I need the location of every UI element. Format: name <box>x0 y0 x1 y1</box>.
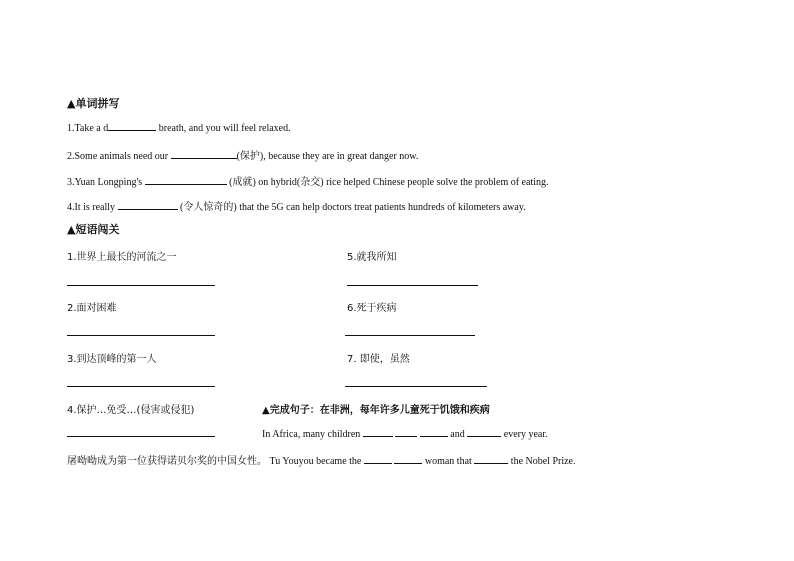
phrase-6-answer-line[interactable] <box>345 335 475 336</box>
phrases-section-header: ▲短语闯关 <box>67 223 120 236</box>
q2-text-b: (保护), because they are in great danger now. <box>236 151 419 162</box>
sentence-and: and <box>447 429 468 440</box>
sentence-text-a: In Africa, many children <box>262 429 363 440</box>
q2-blank[interactable] <box>171 149 237 159</box>
phrase-2-answer-line[interactable] <box>67 335 215 336</box>
complete-sentence-header: ▲完成句子：在非洲，每年许多儿童死于饥饿和疾病 <box>262 405 490 416</box>
q4-text-b: (令人惊奇的) that the 5G can help doctors treat patients hundreds of kilometers away. <box>177 202 526 213</box>
q3-text-a: 3.Yuan Longping's <box>67 177 145 188</box>
last-cn: 屠呦呦成为第一位获得诺贝尔奖的中国女性。 <box>67 456 267 467</box>
phrase-5: 5.就我所知 <box>347 252 397 263</box>
last-text-a: Tu Youyou became the <box>267 456 364 467</box>
complete-sentence-english <box>262 427 548 440</box>
phrase-7: 7. 即使，虽然 <box>347 354 410 365</box>
sentence-blank-1[interactable] <box>363 427 393 437</box>
phrase-1-answer-line[interactable] <box>67 285 215 286</box>
q4-blank[interactable] <box>118 200 178 210</box>
last-text-b: woman that <box>422 456 475 467</box>
q4-text-a: 4.It is really <box>67 202 118 213</box>
last-blank-1[interactable] <box>364 454 392 464</box>
last-text-c: the Nobel Prize. <box>508 456 576 467</box>
last-blank-2[interactable] <box>394 454 422 464</box>
q3-text-b: (成就) on hybrid(杂交) rice helped Chinese people solve the problem of eating. <box>226 177 549 188</box>
phrase-7-answer-line[interactable] <box>345 386 487 387</box>
spelling-question-1 <box>67 121 291 134</box>
sentence-blank-4[interactable] <box>467 427 501 437</box>
spelling-question-4 <box>67 198 526 213</box>
spelling-question-2 <box>67 147 418 162</box>
q1-text-b: breath, and you will feel relaxed. <box>156 123 291 134</box>
phrase-1: 1.世界上最长的河流之一 <box>67 252 177 263</box>
sentence-blank-3[interactable] <box>420 427 448 437</box>
q1-text-a: 1.Take a d <box>67 123 109 134</box>
sentence-end: every year. <box>501 429 548 440</box>
q1-blank[interactable] <box>108 121 156 131</box>
phrase-6: 6.死于疾病 <box>347 303 397 314</box>
phrase-4-answer-line[interactable] <box>67 436 215 437</box>
last-blank-3[interactable] <box>474 454 508 464</box>
sentence-blank-2[interactable] <box>395 427 417 437</box>
last-translation-line <box>67 452 576 467</box>
q3-blank[interactable] <box>145 175 227 185</box>
spelling-question-3 <box>67 173 549 188</box>
spelling-section-header: ▲单词拼写 <box>67 97 120 110</box>
phrase-3-answer-line[interactable] <box>67 386 215 387</box>
q2-text-a: 2.Some animals need our <box>67 151 171 162</box>
phrase-5-answer-line[interactable] <box>347 285 478 286</box>
phrase-4: 4.保护…免受…(侵害或侵犯) <box>67 405 195 416</box>
phrase-2: 2.面对困难 <box>67 303 117 314</box>
phrase-3: 3.到达顶峰的第一人 <box>67 354 157 365</box>
